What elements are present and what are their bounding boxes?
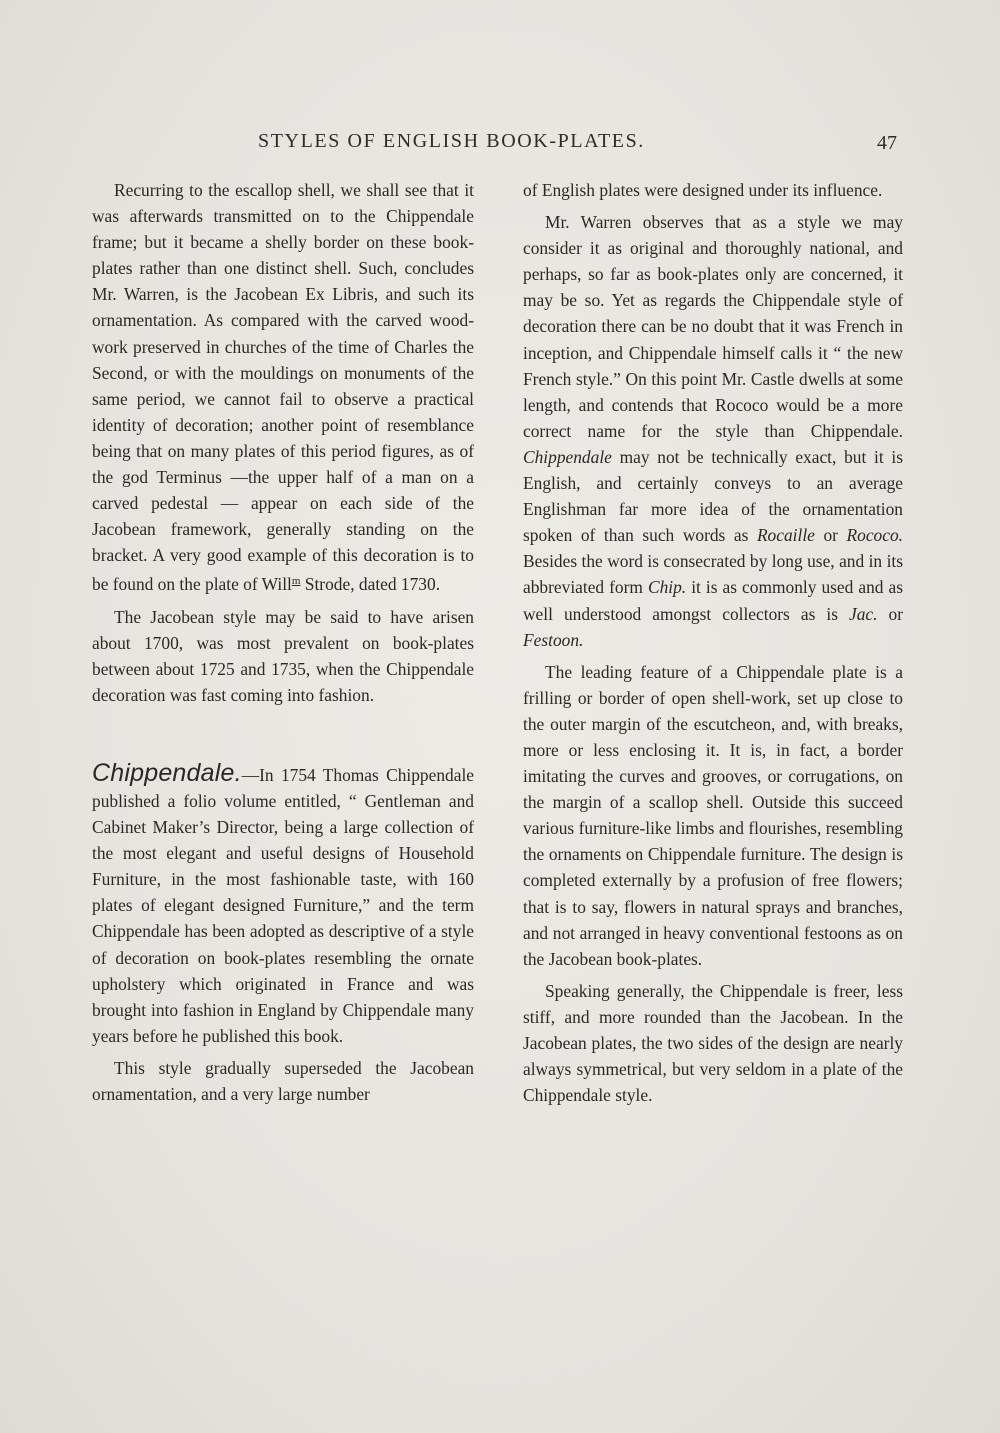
italic-term: Chip.	[647, 577, 687, 598]
right-column	[523, 177, 903, 1114]
running-header	[0, 130, 1000, 160]
paragraph-jacobean-style: The Jacobean style may be said to have arisen about 1700, was most prevalent on book-plates between about 1725 and 1735, when the Chippendale decoration was fast coming into fashion.	[92, 606, 474, 705]
italic-term: Rococo.	[846, 525, 903, 546]
running-title: STYLES OF ENGLISH BOOK-PLATES.	[258, 130, 645, 152]
italic-term: Festoon.	[523, 629, 584, 650]
paragraph-text: —In 1754 Thomas Chippendale published a folio volume entitled, “ Gentleman and Cabinet Maker’s Director, being a large collection of the most elegant and useful designs of Household Furniture, in the most fashionable taste, with 160 plates of elegant designed Furniture,” and the term Chippendale has been adopted as descriptive of a style of decoration on book-plates resembling the ornate upholstery which originated in France and was brought into fashion in England by Chippendale many years before he published this book.	[92, 764, 474, 1046]
paragraph-text: it is as commonly used and as well understood amongst collectors as is	[523, 577, 903, 624]
paragraph-continuation: of English plates were designed under its influence.	[523, 180, 883, 200]
paragraph-speaking-generally: Speaking generally, the Chippendale is freer, less stiff, and more rounded than the Jacobean. In the Jacobean plates, the two sides of the design are nearly always symmetrical, but very seldom in a plate of the Chippendale style.	[523, 980, 903, 1106]
paragraph-text: may not be technically exact, but it is English, and certainly conveys to an average Englishman far more idea of the ornamentation spoken of than such words as	[523, 446, 903, 546]
paragraph-text: or	[814, 525, 847, 546]
paragraph-text: Recurring to the escallop shell, we shall see that it was afterwards transmitted on to the Chippendale frame; but it became a shelly border on these book-plates rather than one distinct shell. Such, concludes Mr. Warren, is the Jacobean Ex Libris, and such its ornamentation. As compared with the carved wood-work preserved in churches of the time of Charles the Second, or with the mouldings on monuments of the same period, we cannot fail to observe a practical identity of decoration; another point of resemblance being that on many plates of this period figures, as of the god Terminus —the upper half of a man on a carved pedestal — appear on each side of the Jacobean framework, generally standing on the bracket. A very good example of this decoration is to be found on the plate of Will	[92, 180, 474, 595]
paragraph-text: Besides the word is consecrated by long use, and in its abbreviated form	[523, 551, 903, 598]
page-number: 47	[877, 132, 897, 154]
paragraph-leading-feature: The leading feature of a Chippendale plate is a frilling or border of open shell-work, set up close to the outer margin of the escutcheon, and, with breaks, more or less enclosing it. It is, in fact, a border imitating the curves and grooves, or corrugations, on the margin of a scallop shell. Outside this succeed various furniture-like limbs and flourishes, resembling the ornaments on Chippendale furniture. The design is completed externally by a profusion of free flowers; that is to say, flowers in natural sprays and branches, and not arranged in heavy conventional festoons as on the Jacobean book-plates.	[523, 661, 903, 969]
left-column	[92, 177, 474, 1113]
paragraph-text: Mr. Warren observes that as a style we may consider it as original and thoroughly national, and perhaps, so far as book-plates only are concerned, it may be so. Yet as regards the Chippendale style of decoration there can be no doubt that it was French in inception, and Chippendale himself calls it “ the new French style.” On this point Mr. Castle dwells at some length, and contends that Rococo would be a more correct name for the style than Chippendale.	[523, 212, 903, 441]
paragraph-warren-observes	[523, 209, 903, 653]
paragraph-text-end: Strode, dated 1730.	[300, 574, 441, 595]
italic-term: Jac.	[849, 603, 878, 624]
italic-term: Chippendale	[523, 446, 612, 467]
italic-term: Rocaille	[756, 525, 815, 546]
paragraph-escallop-shell	[92, 177, 474, 598]
superscript-abbreviation: m	[291, 575, 301, 588]
paragraph-text: or	[877, 603, 903, 624]
paragraph-style-superseded: This style gradually superseded the Jacobean ornamentation, and a very large number	[92, 1057, 474, 1104]
paragraph-chippendale-intro	[92, 760, 474, 1049]
section-heading-chippendale: Chippendale.	[92, 758, 242, 787]
section-spacer	[92, 714, 474, 760]
